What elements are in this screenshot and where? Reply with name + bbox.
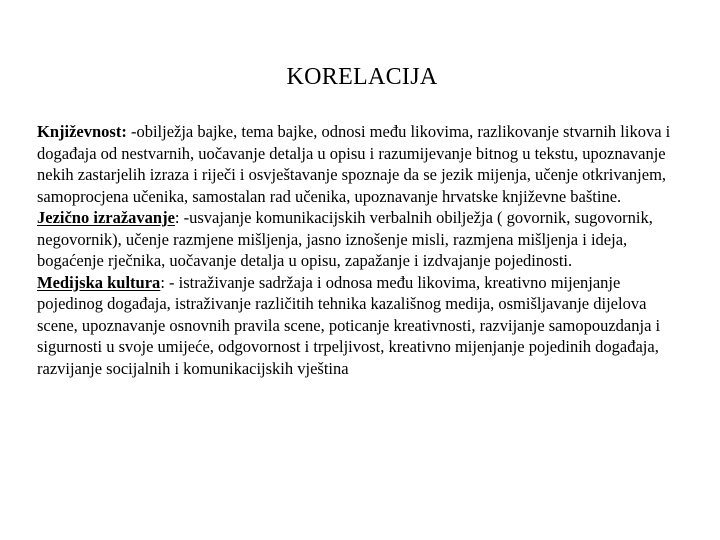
paragraph-jezicno-izrazavanje [37, 207, 685, 272]
paragraph-knjizevnost [37, 121, 685, 207]
paragraph-text: : -usvajanje komunikacijskih verbalnih obilježja ( govornik, sugovornik, negovornik), učenje razmjene mišljenja, jasno iznošenje misli, razmjena mišljenja i ideja, bogaćenje rječnika, uočavanje detalja u opisu, zapažanje i izdvajanje pojedinosti. [37, 208, 653, 270]
paragraph-lead: Jezično izražavanje [37, 208, 175, 227]
paragraph-lead: Književnost: [37, 122, 127, 141]
paragraph-text: : - istraživanje sadržaja i odnosa među likovima, kreativno mijenjanje pojedinog događaja, istraživanje različitih tehnika kazališnog medija, osmišljavanje dijelova scene, upoznavanje osnovnih pravila scene, poticanje kreativnosti, razvijanje samopouzdanja i sigurnosti u svoje umijeće, odgovornost i trpeljivost, kreativno mijenjanje pojedinih događaja, razvijanje socijalnih i komunikacijskih vještina [37, 272, 661, 378]
slide-title: KORELACIJA [286, 64, 438, 90]
paragraph-medijska-kultura [37, 272, 685, 380]
paragraph-lead: Medijska kultura [37, 272, 161, 292]
paragraph-text: -obilježja bajke, tema bajke, odnosi među likovima, razlikovanje stvarnih likova i događaja od nestvarnih, uočavanje detalja u opisu i razumijevanje bitnog u tekstu, upoznavanje nekih zastarjelih izraza i riječi i osvještavanje spoznaje da se jezik mijenja, učenje otkrivanjem, samoprocjena učenika, samostalan rad učenika, upoznavanje hrvatske književne baštine. [37, 122, 671, 206]
slide-body [37, 121, 685, 379]
